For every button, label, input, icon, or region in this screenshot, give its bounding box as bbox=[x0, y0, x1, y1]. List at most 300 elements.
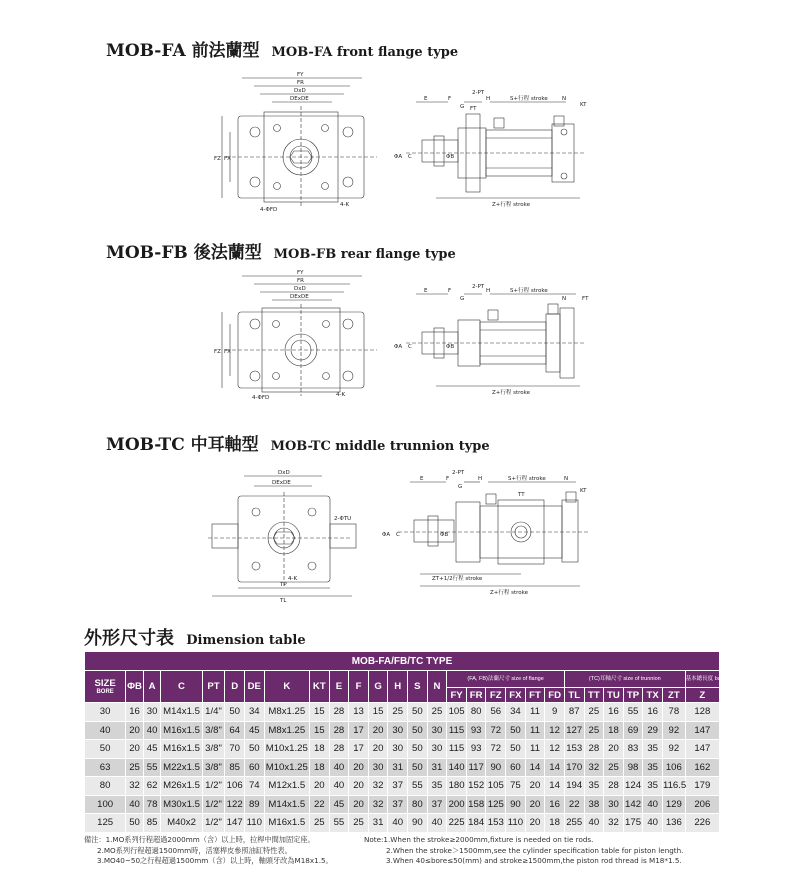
f-label: F bbox=[448, 96, 452, 102]
table-cell: 194 bbox=[564, 777, 584, 796]
col-header: TP bbox=[623, 688, 643, 703]
table-cell: 14 bbox=[545, 758, 565, 777]
b-dia-label: ΦB bbox=[446, 154, 455, 160]
table-cell: 1/2" bbox=[202, 795, 225, 814]
col-header: N bbox=[427, 671, 447, 703]
f-label: F bbox=[448, 288, 452, 294]
table-cell: 50 bbox=[408, 721, 428, 740]
flange-group-header: (FA, FB)法蘭尺寸 size of flange bbox=[447, 671, 565, 688]
table-cell: 14 bbox=[525, 758, 545, 777]
table-cell: 15 bbox=[368, 703, 388, 722]
section-title-fb bbox=[106, 238, 456, 263]
table-cell: 37 bbox=[427, 795, 447, 814]
table-cell: 50 bbox=[85, 740, 126, 759]
fx-label: FX bbox=[224, 349, 231, 355]
table-cell: 124 bbox=[623, 777, 643, 796]
size-bore-header bbox=[85, 671, 126, 703]
table-cell: 28 bbox=[329, 740, 349, 759]
type-header: MOB-FA/FB/TC TYPE bbox=[85, 652, 720, 671]
table-cell: M8x1.25 bbox=[264, 703, 309, 722]
table-cell: 20 bbox=[310, 777, 330, 796]
h-label: H bbox=[486, 288, 491, 294]
table-cell: 147 bbox=[225, 814, 245, 833]
table-cell: 35 bbox=[584, 777, 604, 796]
table-cell: 20 bbox=[349, 758, 369, 777]
table-cell: 50 bbox=[408, 740, 428, 759]
table-cell: 179 bbox=[685, 777, 719, 796]
table-cell: 147 bbox=[685, 740, 719, 759]
table-cell: 28 bbox=[329, 721, 349, 740]
table-cell: 85 bbox=[143, 814, 161, 833]
table-cell: 32 bbox=[604, 814, 624, 833]
table-cell: 32 bbox=[368, 795, 388, 814]
table-row bbox=[85, 814, 720, 833]
fd-label: 4-ΦFD bbox=[260, 207, 278, 213]
table-cell: 45 bbox=[244, 721, 264, 740]
k-label: 4-K bbox=[336, 392, 346, 398]
table-cell: 30 bbox=[143, 703, 161, 722]
table-cell: 80 bbox=[85, 777, 126, 796]
g-label: G bbox=[460, 296, 465, 302]
fa-front-view-drawing bbox=[212, 66, 392, 216]
table-cell: 31 bbox=[368, 814, 388, 833]
col-header: C bbox=[161, 671, 202, 703]
z-stroke-label: Z+行程 stroke bbox=[492, 390, 531, 396]
table-cell: 18 bbox=[604, 721, 624, 740]
col-header: D bbox=[225, 671, 245, 703]
table-cell: 30 bbox=[427, 740, 447, 759]
table-cell: 20 bbox=[525, 795, 545, 814]
table-cell: 153 bbox=[486, 814, 506, 833]
col-header: TT bbox=[584, 688, 604, 703]
k-label: 4-K bbox=[288, 576, 298, 582]
table-cell: 1/2" bbox=[202, 814, 225, 833]
table-cell: 136 bbox=[662, 814, 685, 833]
pt-label: 2-PT bbox=[452, 470, 465, 476]
table-cell: 20 bbox=[525, 777, 545, 796]
section-model: MOB-FB bbox=[106, 243, 188, 263]
table-cell: 9 bbox=[545, 703, 565, 722]
table-cell: 18 bbox=[545, 814, 565, 833]
table-cell: 40 bbox=[126, 795, 144, 814]
table-cell: 55 bbox=[329, 814, 349, 833]
tu-label: 2-ΦTU bbox=[334, 516, 352, 522]
tt-label: TT bbox=[518, 492, 525, 498]
table-cell: 20 bbox=[368, 721, 388, 740]
note-cn-line: 備注：1.MO系列行程超過2000mm（含）以上時，拉桿中間加固定座。 bbox=[84, 835, 315, 844]
s-stroke-label: S+行程 stroke bbox=[508, 476, 546, 482]
table-cell: 170 bbox=[564, 758, 584, 777]
n-label: N bbox=[564, 476, 569, 482]
col-header: Z bbox=[685, 688, 719, 703]
table-cell: 34 bbox=[506, 703, 526, 722]
k-label: 4-K bbox=[340, 202, 350, 208]
table-cell: 90 bbox=[506, 795, 526, 814]
table-cell: 175 bbox=[623, 814, 643, 833]
table-cell: 90 bbox=[486, 758, 506, 777]
table-cell: 140 bbox=[447, 758, 467, 777]
table-cell: M14x1.5 bbox=[264, 795, 309, 814]
table-cell: 31 bbox=[427, 758, 447, 777]
g-label: G bbox=[458, 484, 463, 490]
tl-label: TL bbox=[280, 598, 287, 604]
h-label: H bbox=[486, 96, 491, 102]
table-cell: 22 bbox=[310, 795, 330, 814]
table-cell: 129 bbox=[662, 795, 685, 814]
n-label: N bbox=[562, 96, 567, 102]
z-stroke-label: Z+行程 stroke bbox=[492, 202, 531, 208]
table-cell: 3/8" bbox=[202, 740, 225, 759]
table-cell: 30 bbox=[85, 703, 126, 722]
ft-label: FT bbox=[470, 106, 477, 112]
col-header: FZ bbox=[486, 688, 506, 703]
table-cell: 11 bbox=[525, 740, 545, 759]
col-header: K bbox=[264, 671, 309, 703]
table-cell: 40 bbox=[584, 814, 604, 833]
table-cell: M40x2 bbox=[161, 814, 202, 833]
tc-side-view-drawing bbox=[380, 470, 600, 596]
table-cell: 28 bbox=[604, 777, 624, 796]
table-cell: 98 bbox=[623, 758, 643, 777]
fx-label: FX bbox=[224, 156, 231, 162]
fy-label: FY bbox=[297, 270, 304, 276]
fz-label: FZ bbox=[214, 156, 221, 162]
table-cell: 25 bbox=[310, 814, 330, 833]
table-cell: M16x1.5 bbox=[161, 740, 202, 759]
table-cell: 152 bbox=[466, 777, 486, 796]
dimension-table bbox=[84, 651, 745, 833]
table-cell: 40 bbox=[85, 721, 126, 740]
table-cell: 35 bbox=[643, 777, 663, 796]
fr-label: FR bbox=[297, 278, 304, 284]
table-cell: 45 bbox=[329, 795, 349, 814]
note-cn-line: 2.MO系列行程超過1500mm時，活塞桿皮參照油缸特性表。 bbox=[97, 845, 292, 855]
col-header: FY bbox=[447, 688, 467, 703]
fb-front-view-drawing bbox=[212, 268, 392, 404]
table-cell: 34 bbox=[244, 703, 264, 722]
table-cell: 18 bbox=[310, 740, 330, 759]
table-cell: 12 bbox=[545, 740, 565, 759]
a-dia-label: ΦA bbox=[394, 154, 403, 160]
table-cell: 30 bbox=[604, 795, 624, 814]
dimension-title-en: Dimension table bbox=[186, 633, 306, 648]
table-cell: 20 bbox=[349, 777, 369, 796]
table-cell: M14x1.5 bbox=[161, 703, 202, 722]
table-cell: 50 bbox=[126, 814, 144, 833]
kt-label: KT bbox=[580, 488, 587, 494]
table-cell: 127 bbox=[564, 721, 584, 740]
table-cell: 92 bbox=[662, 740, 685, 759]
table-cell: 69 bbox=[623, 721, 643, 740]
table-cell: 92 bbox=[662, 721, 685, 740]
tp-label: TP bbox=[280, 582, 287, 588]
col-header: PT bbox=[202, 671, 225, 703]
fa-side-view-drawing bbox=[386, 88, 601, 210]
table-cell: 16 bbox=[604, 703, 624, 722]
table-cell: 35 bbox=[643, 758, 663, 777]
table-cell: 125 bbox=[486, 795, 506, 814]
section-model: MOB-FA bbox=[106, 41, 186, 61]
table-cell: 45 bbox=[143, 740, 161, 759]
table-cell: 32 bbox=[126, 777, 144, 796]
table-cell: 180 bbox=[447, 777, 467, 796]
c-label: C bbox=[408, 154, 412, 160]
dimension-title-cn: 外形尺寸表 bbox=[84, 628, 174, 649]
table-cell: 37 bbox=[388, 795, 408, 814]
a-dia-label: ΦA bbox=[394, 344, 403, 350]
table-cell: 116.5 bbox=[662, 777, 685, 796]
section-en: MOB-FB rear flange type bbox=[273, 247, 456, 262]
table-cell: 40 bbox=[329, 777, 349, 796]
fz-label: FZ bbox=[214, 349, 221, 355]
table-cell: 16 bbox=[545, 795, 565, 814]
table-cell: 50 bbox=[408, 703, 428, 722]
pt-label: 2-PT bbox=[472, 284, 485, 290]
col-header: H bbox=[388, 671, 408, 703]
table-cell: 32 bbox=[368, 777, 388, 796]
table-cell: 20 bbox=[368, 740, 388, 759]
fr-label: FR bbox=[297, 80, 304, 86]
table-cell: 17 bbox=[349, 740, 369, 759]
s-stroke-label: S+行程 stroke bbox=[510, 288, 548, 294]
table-cell: 117 bbox=[466, 758, 486, 777]
table-cell: 15 bbox=[310, 721, 330, 740]
z-stroke-label: Z+行程 stroke bbox=[490, 590, 529, 596]
table-cell: 128 bbox=[685, 703, 719, 722]
table-cell: 110 bbox=[506, 814, 526, 833]
table-cell: 20 bbox=[126, 740, 144, 759]
table-cell: 16 bbox=[643, 703, 663, 722]
pt-label: 2-PT bbox=[472, 90, 485, 96]
col-header: KT bbox=[310, 671, 330, 703]
col-header: TU bbox=[604, 688, 624, 703]
table-cell: 105 bbox=[486, 777, 506, 796]
section-title-fa bbox=[106, 36, 458, 61]
b-dia-label: ΦB bbox=[446, 344, 455, 350]
table-cell: 122 bbox=[225, 795, 245, 814]
table-cell: 14 bbox=[545, 777, 565, 796]
c-label: C bbox=[408, 344, 412, 350]
table-cell: 20 bbox=[349, 795, 369, 814]
table-cell: 85 bbox=[225, 758, 245, 777]
table-cell: 13 bbox=[349, 703, 369, 722]
table-cell: 80 bbox=[408, 795, 428, 814]
table-cell: M26x1.5 bbox=[161, 777, 202, 796]
table-cell: 106 bbox=[225, 777, 245, 796]
table-cell: 75 bbox=[506, 777, 526, 796]
table-cell: 30 bbox=[368, 758, 388, 777]
col-header: G bbox=[368, 671, 388, 703]
table-cell: 83 bbox=[623, 740, 643, 759]
table-cell: 25 bbox=[427, 703, 447, 722]
table-cell: 226 bbox=[685, 814, 719, 833]
table-cell: 60 bbox=[506, 758, 526, 777]
bore-label: BORE bbox=[96, 689, 114, 695]
table-row bbox=[85, 758, 720, 777]
table-cell: 105 bbox=[447, 703, 467, 722]
section-en: MOB-FA front flange type bbox=[271, 45, 459, 60]
table-row bbox=[85, 721, 720, 740]
table-cell: M30x1.5 bbox=[161, 795, 202, 814]
table-cell: 74 bbox=[244, 777, 264, 796]
table-cell: M8x1.25 bbox=[264, 721, 309, 740]
table-cell: 106 bbox=[662, 758, 685, 777]
table-cell: 255 bbox=[564, 814, 584, 833]
table-cell: 147 bbox=[685, 721, 719, 740]
kt-label: KT bbox=[580, 102, 587, 108]
fb-side-view-drawing bbox=[386, 284, 601, 396]
col-header: ΦB bbox=[126, 671, 144, 703]
e-label: E bbox=[424, 96, 428, 102]
table-cell: 50 bbox=[244, 740, 264, 759]
section-cn: 中耳軸型 bbox=[190, 435, 259, 455]
table-cell: 11 bbox=[525, 721, 545, 740]
table-cell: 20 bbox=[604, 740, 624, 759]
note-en-line: Note:1.When the stroke≥2000mm,fixture is needed on tie rods. bbox=[364, 835, 594, 844]
f-label: F bbox=[446, 476, 450, 482]
table-cell: 30 bbox=[388, 721, 408, 740]
fy-label: FY bbox=[297, 72, 304, 78]
table-cell: 50 bbox=[408, 758, 428, 777]
table-cell: 37 bbox=[388, 777, 408, 796]
z-group-header: 基本總長度 basic length bbox=[685, 671, 719, 688]
col-header: TX bbox=[643, 688, 663, 703]
table-cell: 62 bbox=[143, 777, 161, 796]
notes-cn bbox=[84, 835, 333, 867]
table-cell: M16x1.5 bbox=[264, 814, 309, 833]
col-header: E bbox=[329, 671, 349, 703]
table-cell: 93 bbox=[466, 740, 486, 759]
table-cell: 80 bbox=[466, 703, 486, 722]
zt-stroke-label: ZT+1/2行程 stroke bbox=[432, 576, 483, 582]
col-header: A bbox=[143, 671, 161, 703]
a-dia-label: ΦA bbox=[382, 532, 391, 538]
col-header: FX bbox=[506, 688, 526, 703]
table-cell: 115 bbox=[447, 740, 467, 759]
table-cell: 162 bbox=[685, 758, 719, 777]
table-cell: 40 bbox=[643, 814, 663, 833]
section-title-tc bbox=[106, 430, 490, 455]
g-label: G bbox=[460, 104, 465, 110]
table-cell: 40 bbox=[143, 721, 161, 740]
dexde-label: DExDE bbox=[272, 480, 291, 486]
table-cell: 93 bbox=[466, 721, 486, 740]
table-cell: 25 bbox=[604, 758, 624, 777]
table-cell: 22 bbox=[564, 795, 584, 814]
table-cell: M10x1.25 bbox=[264, 740, 309, 759]
col-header: TL bbox=[564, 688, 584, 703]
c-label: C bbox=[396, 532, 400, 538]
table-cell: 89 bbox=[244, 795, 264, 814]
table-cell: 12 bbox=[545, 721, 565, 740]
dexde-label: DExDE bbox=[290, 96, 309, 102]
table-cell: 158 bbox=[466, 795, 486, 814]
size-label: SIZE bbox=[94, 678, 116, 689]
table-cell: 40 bbox=[427, 814, 447, 833]
dexde-label: DExDE bbox=[290, 294, 309, 300]
table-cell: 64 bbox=[225, 721, 245, 740]
table-cell: 20 bbox=[525, 814, 545, 833]
s-stroke-label: S+行程 stroke bbox=[510, 96, 548, 102]
table-cell: 30 bbox=[388, 740, 408, 759]
table-cell: 90 bbox=[408, 814, 428, 833]
dxd-label: DxD bbox=[294, 286, 306, 292]
table-cell: 50 bbox=[506, 721, 526, 740]
table-cell: 35 bbox=[427, 777, 447, 796]
table-cell: 32 bbox=[584, 758, 604, 777]
table-cell: 153 bbox=[564, 740, 584, 759]
table-cell: 60 bbox=[244, 758, 264, 777]
table-cell: 11 bbox=[525, 703, 545, 722]
table-cell: 16 bbox=[126, 703, 144, 722]
table-cell: 63 bbox=[85, 758, 126, 777]
table-row bbox=[85, 795, 720, 814]
table-cell: 50 bbox=[506, 740, 526, 759]
table-cell: 225 bbox=[447, 814, 467, 833]
table-cell: 55 bbox=[143, 758, 161, 777]
table-cell: 1/4" bbox=[202, 703, 225, 722]
note-en-line: 2.When the stroke＞1500mm,see the cylinder specification table for piston length. bbox=[386, 845, 684, 855]
table-cell: 55 bbox=[408, 777, 428, 796]
table-cell: 72 bbox=[486, 740, 506, 759]
section-cn: 前法蘭型 bbox=[191, 41, 260, 61]
table-cell: M22x1.5 bbox=[161, 758, 202, 777]
table-cell: 100 bbox=[85, 795, 126, 814]
note-cn-line: 3.MO40~50之行程超過1500mm（含）以上時，軸頭牙改為M18x1.5。 bbox=[97, 856, 333, 865]
table-cell: 25 bbox=[584, 721, 604, 740]
table-cell: 115 bbox=[447, 721, 467, 740]
ft-label: FT bbox=[582, 296, 589, 302]
table-cell: M12x1.5 bbox=[264, 777, 309, 796]
e-label: E bbox=[420, 476, 424, 482]
h-label: H bbox=[478, 476, 483, 482]
col-header: DE bbox=[244, 671, 264, 703]
dxd-label: DxD bbox=[294, 88, 306, 94]
col-header: FT bbox=[525, 688, 545, 703]
table-row bbox=[85, 777, 720, 796]
table-cell: 56 bbox=[486, 703, 506, 722]
table-cell: 40 bbox=[329, 758, 349, 777]
tc-front-view-drawing bbox=[204, 462, 354, 602]
dimension-table-body bbox=[85, 703, 720, 833]
table-cell: 29 bbox=[643, 721, 663, 740]
table-cell: 18 bbox=[310, 758, 330, 777]
table-cell: 40 bbox=[643, 795, 663, 814]
n-label: N bbox=[562, 296, 567, 302]
col-header: F bbox=[349, 671, 369, 703]
dimension-table-title bbox=[84, 624, 306, 650]
table-cell: 3/8" bbox=[202, 721, 225, 740]
table-cell: 78 bbox=[143, 795, 161, 814]
table-cell: 20 bbox=[126, 721, 144, 740]
table-cell: 17 bbox=[349, 721, 369, 740]
table-cell: 28 bbox=[584, 740, 604, 759]
col-header: FD bbox=[545, 688, 565, 703]
table-cell: 25 bbox=[388, 703, 408, 722]
table-cell: 40 bbox=[388, 814, 408, 833]
table-row bbox=[85, 740, 720, 759]
table-cell: M10x1.25 bbox=[264, 758, 309, 777]
table-cell: 25 bbox=[349, 814, 369, 833]
table-cell: 25 bbox=[584, 703, 604, 722]
col-header: S bbox=[408, 671, 428, 703]
table-cell: 184 bbox=[466, 814, 486, 833]
table-cell: 31 bbox=[388, 758, 408, 777]
table-cell: 110 bbox=[244, 814, 264, 833]
table-cell: 38 bbox=[584, 795, 604, 814]
table-cell: 206 bbox=[685, 795, 719, 814]
table-cell: 28 bbox=[329, 703, 349, 722]
